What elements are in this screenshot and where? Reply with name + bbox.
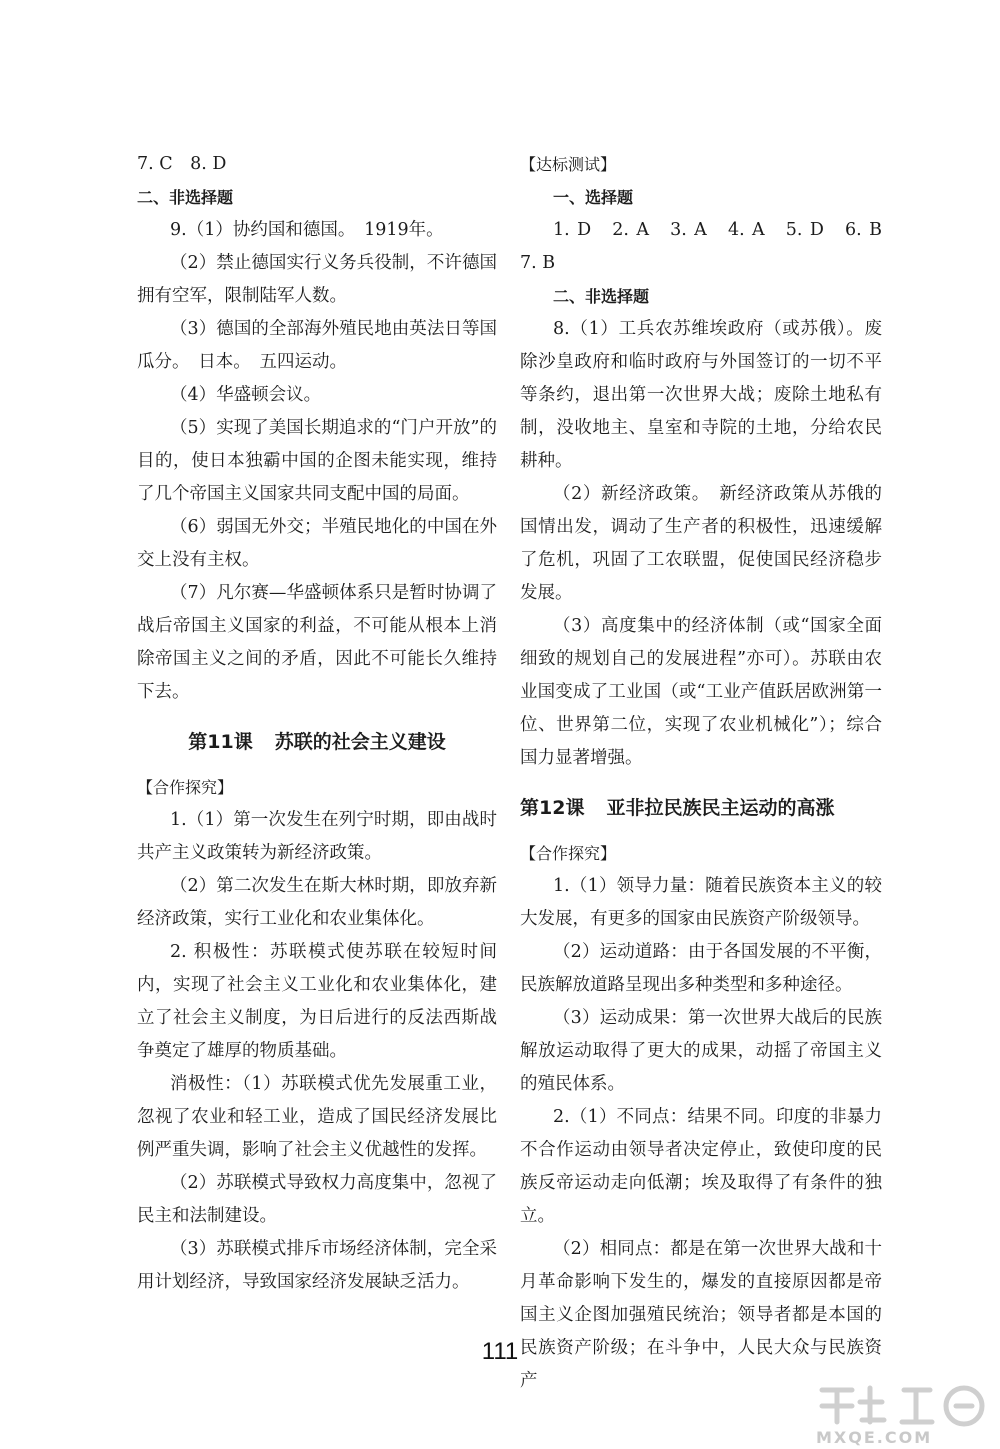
page-number: 111 (481, 1338, 519, 1365)
answer-paragraph: 2. 积极性：苏联模式使苏联在较短时间内，实现了社会主义工业化和农业集体化，建立了社会主义制度，为日后进行的反法西斯战争奠定了雄厚的物质基础。 (137, 942, 497, 1061)
answer-paragraph: （2）相同点：都是在第一次世界大战和十月革命影响下发生的，爆发的直接原因都是帝国主义企图加强殖民统治；领导者都是本国的民族资产阶级；在斗争中，人民大众与民族资产 (520, 1239, 882, 1391)
answer-paragraph: 1.（1）第一次发生在列宁时期，即由战时共产主义政策转为新经济政策。 (137, 810, 497, 863)
watermark-logo (812, 1380, 996, 1446)
answer-paragraph: （2）第二次发生在斯大林时期，即放弃新经济政策，实行工业化和农业集体化。 (137, 876, 497, 929)
answer-paragraph: （7）凡尔赛—华盛顿体系只是暂时协调了战后帝国主义国家的利益，不可能从根本上消除帝国主义之间的矛盾，因此不可能长久维持下去。 (137, 583, 497, 702)
lesson-number: 第11课 (188, 731, 253, 753)
answer-paragraph: 2.（1）不同点：结果不同。印度的非暴力不合作运动由领导者决定停止，致使印度的民族反帝运动走向低潮；埃及取得了有条件的独立。 (520, 1107, 882, 1226)
answer-paragraph: 1.（1）领导力量：随着民族资本主义的较大发展，有更多的国家由民族资产阶级领导。 (520, 876, 882, 929)
answer-paragraph: 8.（1）工兵农苏维埃政府（或苏俄）。废除沙皇政府和临时政府与外国签订的一切不平等条约，退出第一次世界大战；废除土地私有制，没收地主、皇室和寺院的土地，分给农民耕种。 (520, 319, 882, 471)
answer-paragraph: （5）实现了美国长期追求的“门户开放”的目的，使日本独霸中国的企图未能实现，维持了几个帝国主义国家共同支配中国的局面。 (137, 418, 497, 504)
answer-line: 7. C 8. D (137, 154, 227, 174)
left-column (137, 148, 497, 1299)
section-heading: 二、非选择题 (137, 188, 234, 207)
answer-paragraph: （6）弱国无外交；半殖民地化的中国在外交上没有主权。 (137, 517, 497, 570)
lesson-heading (137, 727, 497, 757)
section-tag: 【合作探究】 (137, 778, 234, 797)
answer-paragraph: （4）华盛顿会议。 (170, 385, 322, 405)
answer-paragraph: （3）运动成果：第一次世界大战后的民族解放运动取得了更大的成果，动摇了帝国主义的殖民体系。 (520, 1008, 882, 1094)
answer-line: 1. D 2. A 3. A 4. A 5. D 6. B 7. B (520, 220, 900, 273)
lesson-title: 亚非拉民族民主运动的高涨 (606, 797, 835, 819)
answer-paragraph: 9.（1）协约国和德国。 1919年。 (170, 220, 444, 240)
lesson-heading (520, 793, 882, 823)
watermark-text: MXQE.COM (816, 1428, 933, 1447)
answer-paragraph: 消极性：（1）苏联模式优先发展重工业，忽视了农业和轻工业，造成了国民经济发展比例严重失调，影响了社会主义优越性的发挥。 (137, 1074, 497, 1160)
answer-paragraph: （3）高度集中的经济体制（或“国家全面细致的规划自己的发展进程”亦可）。苏联由农业国变成了工业国（或“工业产值跃居欧洲第一位、世界第二位，实现了农业机械化”）；综合国力显著增强。 (520, 616, 882, 768)
section-heading: 二、非选择题 (553, 287, 650, 306)
section-tag: 【合作探究】 (520, 844, 617, 863)
answer-paragraph: （3）苏联模式排斥市场经济体制，完全采用计划经济，导致国家经济发展缺乏活力。 (137, 1239, 497, 1292)
answer-paragraph: （2）苏联模式导致权力高度集中，忽视了民主和法制建设。 (137, 1173, 497, 1226)
section-heading: 一、选择题 (553, 188, 634, 207)
answer-paragraph: （2）禁止德国实行义务兵役制，不许德国拥有空军，限制陆军人数。 (137, 253, 497, 306)
lesson-number: 第12课 (520, 797, 585, 819)
answer-paragraph: （2）运动道路：由于各国发展的不平衡，民族解放道路呈现出多种类型和多种途径。 (520, 942, 882, 995)
right-column (520, 148, 900, 1398)
answer-paragraph: （2）新经济政策。 新经济政策从苏俄的国情出发，调动了生产者的积极性，迅速缓解了危机，巩固了工农联盟，促使国民经济稳步发展。 (520, 484, 882, 603)
section-tag: 【达标测试】 (520, 155, 617, 174)
answer-paragraph: （3）德国的全部海外殖民地由英法日等国瓜分。 日本。 五四运动。 (137, 319, 497, 372)
watermark-graphic (812, 1380, 996, 1430)
lesson-title: 苏联的社会主义建设 (274, 731, 446, 753)
